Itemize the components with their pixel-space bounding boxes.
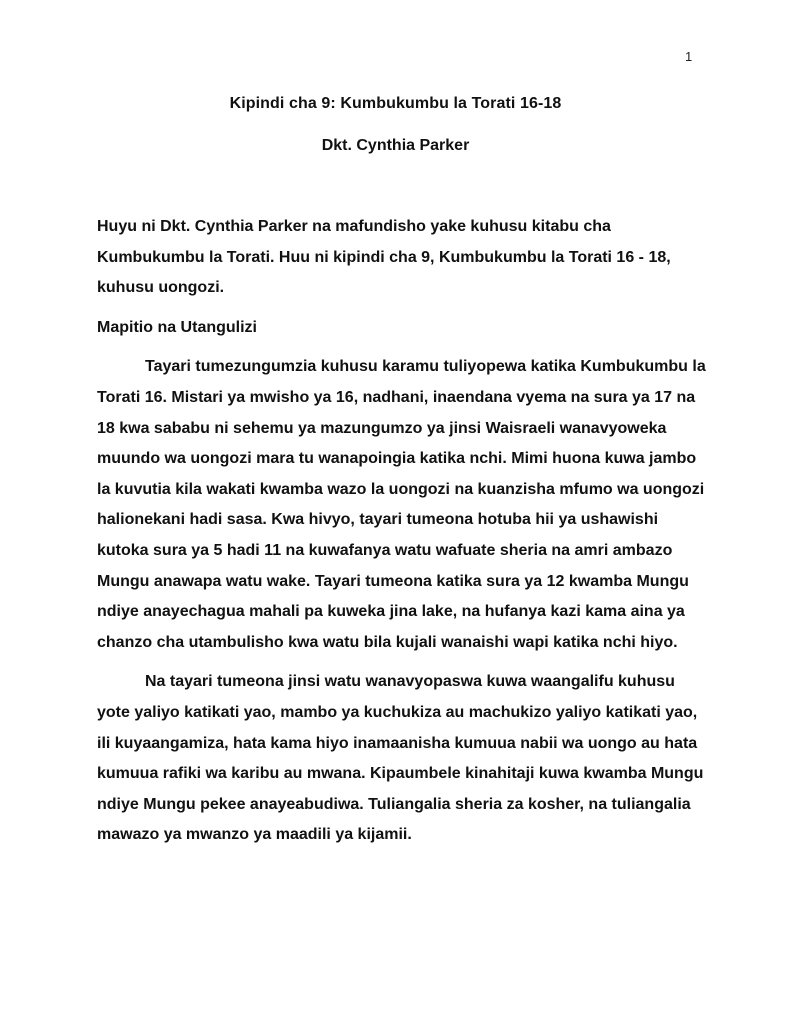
body-paragraph-1: Tayari tumezungumzia kuhusu karamu tuliyopewa katika Kumbukumbu la Torati 16. Mistari ya mwisho ya 16, nadhani, inaendana vyema na sura ya 17 na 18 kwa sababu ni sehemu ya mazungumzo ya jinsi Waisraeli wanavyoweka muundo wa uongozi mara tu wanapoingia katika nchi. Mimi huona kuwa jambo la kuvutia kila wakati kwamba wazo la uongozi na kuanzisha mfumo wa uongozi halionekani hadi sasa. Kwa hivyo, tayari tumeona hotuba hii ya ushawishi kutoka sura ya 5 hadi 11 na kuwafanya watu wafuate sheria na amri ambazo Mungu anawapa watu wake. Tayari tumeona katika sura ya 12 kwamba Mungu ndiye anayechagua mahali pa kuweka jina lake, na hufanya kazi kama aina ya chanzo cha utambulisho kwa watu bila kujali wanaishi wapi katika nchi hiyo. bbox=[97, 358, 706, 651]
intro-paragraph: Huyu ni Dkt. Cynthia Parker na mafundisho yake kuhusu kitabu cha Kumbukumbu la Torati. Huu ni kipindi cha 9, Kumbukumbu la Torati 16 - 18, kuhusu uongozi. bbox=[97, 218, 671, 297]
page-number: 1 bbox=[685, 49, 693, 64]
document-title: Kipindi cha 9: Kumbukumbu la Torati 16-18 bbox=[229, 95, 562, 112]
document-body bbox=[97, 212, 707, 860]
body-paragraph-2: Na tayari tumeona jinsi watu wanavyopaswa kuwa waangalifu kuhusu yote yaliyo katikati yao, mambo ya kuchukiza au machukizo yaliyo katikati yao, ili kuyaangamiza, hata kama hiyo inamaanisha kumuua nabii wa uongo au hata kumuua rafiki wa karibu au mwana. Kipaumbele kinahitaji kuwa kwamba Mungu ndiye Mungu pekee anayeabudiwa. Tuliangalia sheria za kosher, na tuliangalia mawazo ya mwanzo ya maadili ya kijamii. bbox=[97, 673, 704, 844]
document-author: Dkt. Cynthia Parker bbox=[321, 137, 470, 154]
section-heading: Mapitio na Utangulizi bbox=[97, 318, 257, 336]
